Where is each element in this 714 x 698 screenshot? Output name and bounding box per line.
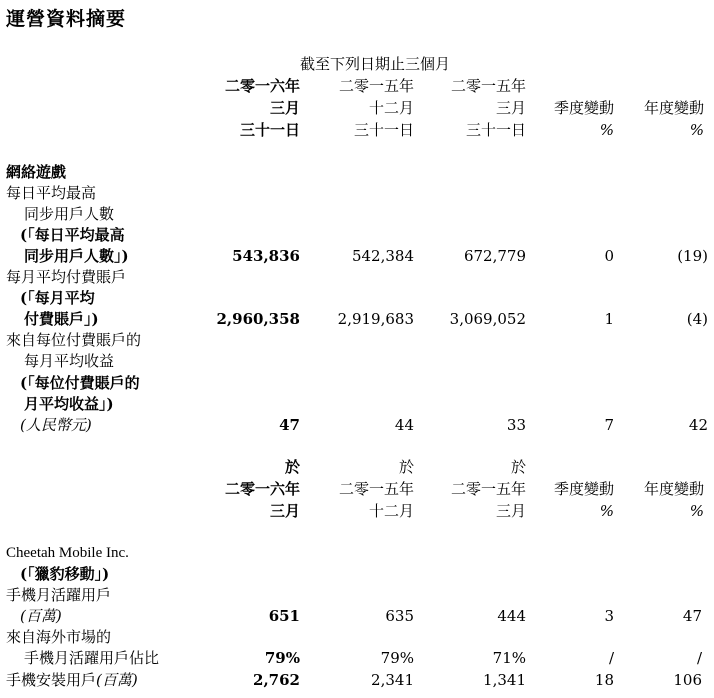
company-name: Cheetah Mobile Inc. (6, 545, 129, 561)
s2-col3-header-line1: 於 (510, 458, 526, 476)
s2-row3-value-2015-mar: 1,341 (483, 671, 526, 689)
s2-row2-value-yoy: / (696, 649, 702, 667)
s2-col4-header-line2: % (599, 502, 614, 520)
s2-col2-header-line1: 於 (398, 458, 414, 476)
row2-value-2015-dec: 2,919,683 (337, 310, 414, 328)
col1-header-line2: 三月 (269, 99, 300, 117)
col5-header-line1: 年度變動 (643, 99, 704, 117)
s2-row2-label-line1: 來自海外市場的 (6, 628, 112, 646)
s2-col3-header-line3: 三月 (495, 502, 526, 520)
s2-row1-value-yoy: 47 (682, 607, 702, 625)
row1-value-2015-mar: 672,779 (463, 247, 526, 265)
row1-value-2016-mar: 543,836 (232, 247, 300, 265)
col3-header-line1: 二零一五年 (450, 77, 526, 95)
row3-value-2015-mar: 33 (506, 416, 526, 434)
s2-row1-label-line1: 手機月活躍用戶 (6, 586, 112, 604)
s2-row2-value-2015-dec: 79% (380, 649, 414, 667)
s2-row3-label-line2: (百萬) (96, 671, 138, 689)
row3-value-2015-dec: 44 (394, 416, 414, 434)
col4-header-line2: % (599, 121, 614, 139)
row1-label-line1: 每日平均最高 (6, 184, 97, 202)
s2-col4-header-line1: 季度變動 (553, 480, 614, 498)
row2-label-line2: (「每月平均 (20, 289, 95, 307)
row1-value-2015-dec: 542,384 (351, 247, 414, 265)
col4-header-line1: 季度變動 (553, 99, 614, 117)
row2-value-yoy: (4) (686, 310, 708, 328)
row3-label-line5: (人民幣元) (20, 416, 92, 434)
s2-row2-value-qoq: / (608, 649, 614, 667)
s2-row2-value-2016-mar: 79% (264, 649, 300, 667)
row3-label-line2: 每月平均收益 (24, 352, 115, 370)
row3-label-line4: 月平均收益」) (24, 395, 114, 413)
s2-col5-header-line1: 年度變動 (643, 480, 704, 498)
row2-value-2016-mar: 2,960,358 (216, 310, 300, 328)
s2-row1-value-qoq: 3 (604, 607, 614, 625)
s2-row3-value-2016-mar: 2,762 (253, 671, 300, 689)
s2-row1-label-line2: (百萬) (20, 607, 62, 625)
s2-row2-label-line2: 手機月活躍用戶佔比 (24, 649, 160, 667)
company-alias: (「獵豹移動」) (20, 565, 110, 583)
col2-header-line2: 十二月 (368, 99, 414, 117)
group-label: 網絡遊戲 (6, 163, 67, 181)
row2-value-2015-mar: 3,069,052 (449, 310, 526, 328)
s2-row3-value-qoq: 18 (594, 671, 614, 689)
s2-col2-header-line3: 十二月 (368, 502, 414, 520)
s2-row1-value-2015-mar: 444 (497, 607, 526, 625)
col5-header-line2: % (689, 121, 704, 139)
row1-label-line2: 同步用戶人數 (24, 205, 115, 223)
row1-value-yoy: (19) (677, 247, 708, 265)
row1-value-qoq: 0 (604, 247, 614, 265)
s2-col5-header-line2: % (689, 502, 704, 520)
s2-row3-value-2015-dec: 2,341 (371, 671, 414, 689)
period-header: 截至下列日期止三個月 (299, 55, 450, 73)
s2-row3-label-line1: 手機安裝用戶 (6, 671, 97, 689)
row2-label-line1: 每月平均付費賬戶 (6, 268, 127, 286)
row3-label-line3: (「每位付費賬戶的 (20, 374, 140, 392)
s2-row3-label (6, 670, 138, 690)
col3-header-line2: 三月 (495, 99, 526, 117)
s2-col1-header-line1: 於 (284, 458, 300, 476)
s2-col2-header-line2: 二零一五年 (338, 480, 414, 498)
row3-label-line1: 來自每位付費賬戶的 (6, 331, 142, 349)
row3-value-qoq: 7 (604, 416, 614, 434)
s2-row1-value-2016-mar: 651 (268, 607, 300, 625)
col2-header-line1: 二零一五年 (338, 77, 414, 95)
row1-label-line4: 同步用戶人數」) (24, 247, 129, 265)
page-title: 運營資料摘要 (6, 8, 127, 30)
s2-row2-value-2015-mar: 71% (492, 649, 526, 667)
row2-value-qoq: 1 (604, 310, 614, 328)
s2-row1-value-2015-dec: 635 (385, 607, 414, 625)
col3-header-line3: 三十一日 (465, 121, 526, 139)
s2-col1-header-line2: 二零一六年 (224, 480, 300, 498)
s2-col3-header-line2: 二零一五年 (450, 480, 526, 498)
s2-row3-value-yoy: 106 (673, 671, 702, 689)
row3-value-yoy: 42 (688, 416, 708, 434)
row1-label-line3: (「每日平均最高 (20, 226, 125, 244)
col1-header-line3: 三十一日 (239, 121, 300, 139)
col2-header-line3: 三十一日 (353, 121, 414, 139)
col1-header-line1: 二零一六年 (224, 77, 300, 95)
row3-value-2016-mar: 47 (279, 416, 300, 434)
row2-label-line3: 付費賬戶」) (24, 310, 99, 328)
s2-col1-header-line3: 三月 (269, 502, 300, 520)
